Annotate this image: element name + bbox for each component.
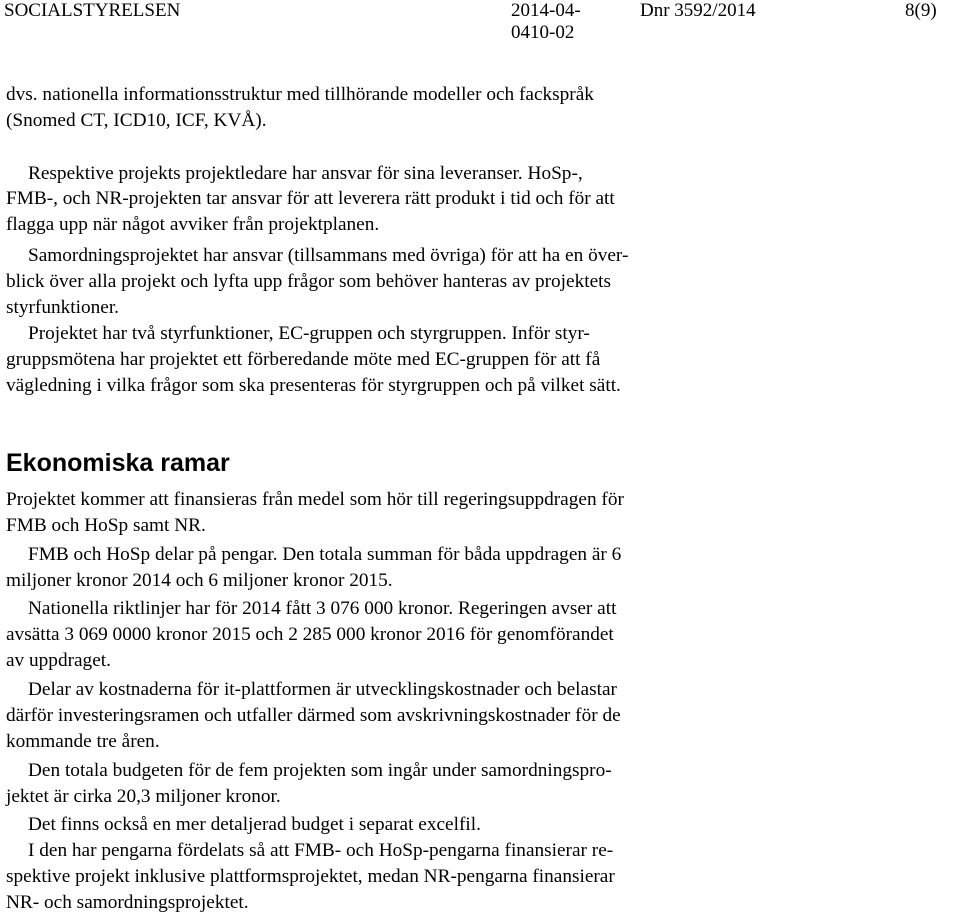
- document-number: Dnr 3592/2014: [640, 0, 756, 21]
- body-line: Projektet har två styrfunktioner, EC-gruppen och styrgruppen. Inför styr-: [28, 323, 590, 344]
- body-line: kommande tre åren.: [6, 731, 160, 752]
- page-number: 8(9): [905, 0, 937, 21]
- document-date: 2014-04-0410-02: [511, 0, 581, 43]
- body-line: gruppsmötena har projektet ett förberedande möte med EC-gruppen för att få: [6, 349, 601, 370]
- page-header: [0, 0, 960, 50]
- body-line: Delar av kostnaderna för it-plattformen är utvecklingskostnader och belastar: [28, 679, 617, 700]
- body-line: FMB och HoSp samt NR.: [6, 515, 206, 536]
- section-heading: Ekonomiska ramar: [6, 449, 230, 477]
- body-line: vägledning i vilka frågor som ska presenteras för styrgruppen och på vilket sätt.: [6, 375, 621, 396]
- body-line: flagga upp när något avviker från projektplanen.: [6, 214, 380, 235]
- body-line: NR- och samordningsprojektet.: [6, 892, 249, 913]
- body-line: jektet är cirka 20,3 miljoner kronor.: [6, 786, 281, 807]
- body-line: blick över alla projekt och lyfta upp frågor som behöver hanteras av projektets: [6, 271, 612, 292]
- body-line: Nationella riktlinjer har för 2014 fått 3 076 000 kronor. Regeringen avser att: [28, 598, 617, 619]
- body-line: FMB och HoSp delar på pengar. Den totala summan för båda uppdragen är 6: [28, 544, 622, 565]
- organization-name: SOCIALSTYRELSEN: [4, 0, 181, 21]
- body-line: därför investeringsramen och utfaller därmed som avskrivningskostnader för de: [6, 705, 621, 726]
- body-line: Det finns också en mer detaljerad budget i separat excelfil.: [28, 814, 481, 835]
- body-line: Den totala budgeten för de fem projekten som ingår under samordningspro-: [28, 760, 612, 781]
- body-line: Respektive projekts projektledare har ansvar för sina leveranser. HoSp-,: [28, 163, 583, 184]
- body-line: dvs. nationella informationsstruktur med tillhörande modeller och fackspråk: [6, 84, 594, 105]
- body-line: (Snomed CT, ICD10, ICF, KVÅ).: [6, 110, 267, 131]
- body-line: avsätta 3 069 0000 kronor 2015 och 2 285 000 kronor 2016 för genomförandet: [6, 624, 614, 645]
- body-line: av uppdraget.: [6, 650, 111, 671]
- body-line: spektive projekt inklusive plattformsprojektet, medan NR-pengarna finansierar: [6, 866, 615, 887]
- body-line: I den har pengarna fördelats så att FMB- och HoSp-pengarna finansierar re-: [28, 840, 614, 861]
- body-line: Samordningsprojektet har ansvar (tillsammans med övriga) för att ha en över-: [28, 245, 629, 266]
- body-line: FMB-, och NR-projekten tar ansvar för att leverera rätt produkt i tid och för att: [6, 188, 615, 209]
- body-line: Projektet kommer att finansieras från medel som hör till regeringsuppdragen för: [6, 489, 624, 510]
- body-line: styrfunktioner.: [6, 297, 119, 318]
- body-line: miljoner kronor 2014 och 6 miljoner kronor 2015.: [6, 570, 393, 591]
